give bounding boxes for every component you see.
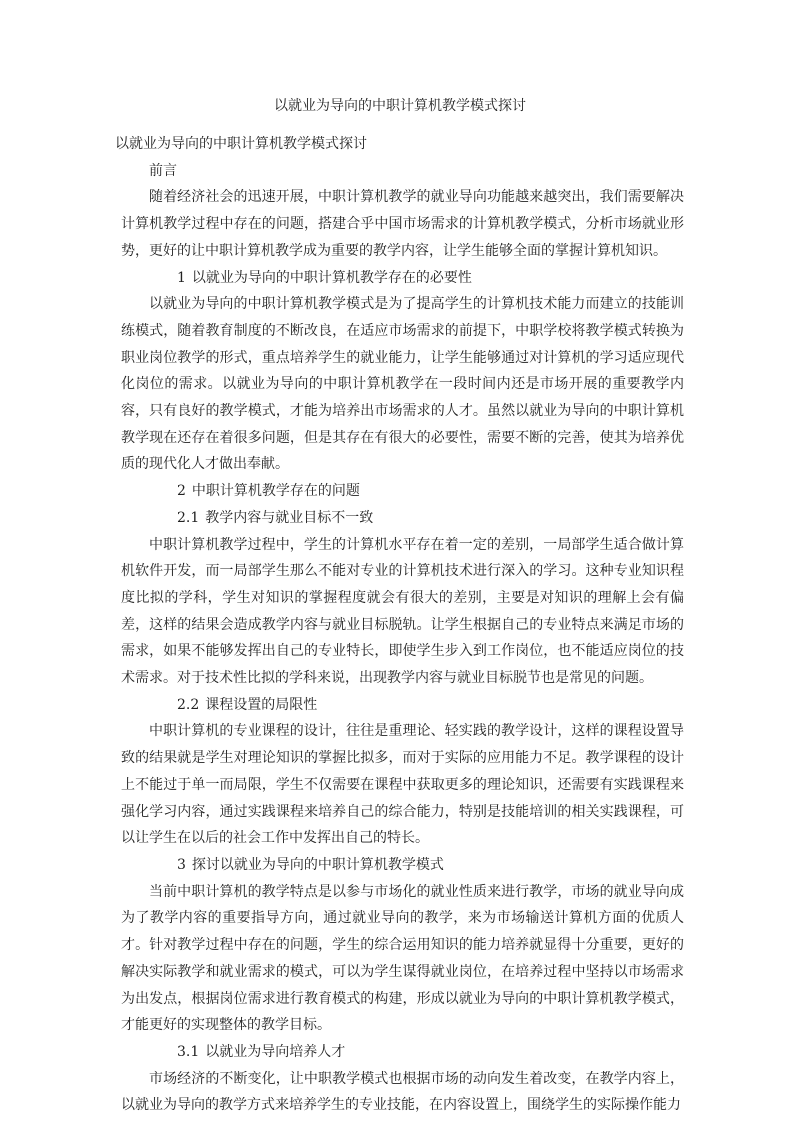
section-paragraph-3: 当前中职计算机的教学特点是以参与市场化的就业性质来进行教学，市场的就业导向成为了教学内容的重要指导方向，通过就业导向的教学，来为市场输送计算机方面的优质人才。针对教学过程中存在的问题，学生的综合运用知识的能力培养就显得十分重要，更好的解决实际教学和就业需求的模式，可以为学生谋得就业岗位，在培养过程中坚持以市场需求为出发点，根据岗位需求进行教育模式的构建，形成以就业为导向的中职计算机教学模式，才能更好的实现整体的教学目标。	[121, 883, 684, 1034]
section-number: 3.1	[177, 1043, 200, 1060]
section-number: 2.2	[177, 696, 200, 713]
document-subtitle: 以就业为导向的中职计算机教学模式探讨	[115, 136, 367, 152]
section-heading-text: 以就业为导向培养人才	[205, 1043, 346, 1060]
document-body	[115, 131, 684, 1119]
section-heading-2-2	[121, 692, 684, 719]
section-heading-text: 中职计算机教学存在的问题	[191, 483, 360, 500]
section-heading-1	[121, 265, 684, 292]
section-heading-3	[121, 852, 684, 879]
preface-heading: 前言	[149, 162, 177, 179]
section-number: 2.1	[177, 509, 200, 526]
section-number: 1	[177, 269, 186, 286]
section-paragraph-2-2: 中职计算机的专业课程的设计，往往是重理论、轻实践的教学设计，这样的课程设置导致的结果就是学生对理论知识的掌握比拟多，而对于实际的应用能力不足。教学课程的设计上不能过于单一而局限，学生不仅需要在课程中获取更多的理论知识，还需要有实践课程来强化学习内容，通过实践课程来培养自己的综合能力，特别是技能培训的相关实践课程，可以让学生在以后的社会工作中发挥出自己的特长。	[121, 723, 684, 847]
section-number: 3	[177, 856, 186, 873]
section-heading-2	[121, 478, 684, 505]
section-heading-3-1	[121, 1039, 684, 1066]
preface-paragraph: 随着经济社会的迅速开展，中职计算机教学的就业导向功能越来越突出，我们需要解决计算机教学过程中存在的问题，搭建合乎中国市场需求的计算机教学模式，分析市场就业形势，更好的让中职计算机教学成为重要的教学内容，让学生能够全面的掌握计算机知识。	[121, 189, 684, 259]
section-paragraph-1: 以就业为导向的中职计算机教学模式是为了提高学生的计算机技术能力而建立的技能训练模式，随着教育制度的不断改良，在适应市场需求的前提下，中职学校将教学模式转换为职业岗位教学的形式，重点培养学生的就业能力，让学生能够通过对计算机的学习适应现代化岗位的需求。以就业为导向的中职计算机教学在一段时间内还是市场开展的重要教学内容，只有良好的教学模式，才能为培养出市场需求的人才。虽然以就业为导向的中职计算机教学现在还存在着很多问题，但是其存在有很大的必要性，需要不断的完善，使其为培养优质的现代化人才做出奉献。	[121, 296, 684, 473]
section-heading-text: 教学内容与就业目标不一致	[205, 509, 374, 526]
section-number: 2	[177, 483, 186, 500]
section-heading-text: 探讨以就业为导向的中职计算机教学模式	[191, 856, 444, 873]
section-heading-2-1	[121, 505, 684, 532]
section-paragraph-2-1: 中职计算机教学过程中，学生的计算机水平存在着一定的差别，一局部学生适合做计算机软件开发，而一局部学生那么不能对专业的计算机技术进行深入的学习。这种专业知识程度比拟的学科，学生对知识的掌握程度就会有很大的差别，主要是对知识的理解上会有偏差，这样的结果会造成教学内容与就业目标脱轨。让学生根据自己的专业特点来满足市场的需求，如果不能够发挥出自己的专业特长，即使学生步入到工作岗位，也不能适应岗位的技术需求。对于技术性比拟的学科来说，出现教学内容与就业目标脱节也是常见的问题。	[121, 536, 684, 687]
section-heading-text: 以就业为导向的中职计算机教学存在的必要性	[191, 269, 472, 286]
document-title: 以就业为导向的中职计算机教学模式探讨	[274, 98, 526, 114]
section-heading-text: 课程设置的局限性	[205, 696, 318, 713]
section-paragraph-3-1: 市场经济的不断变化，让中职教学模式也根据市场的动向发生着改变，在教学内容上，以就业为导向的教学方式来培养学生的专业技能，在内容设置上，围绕学生的实际操作能力	[121, 1070, 684, 1114]
